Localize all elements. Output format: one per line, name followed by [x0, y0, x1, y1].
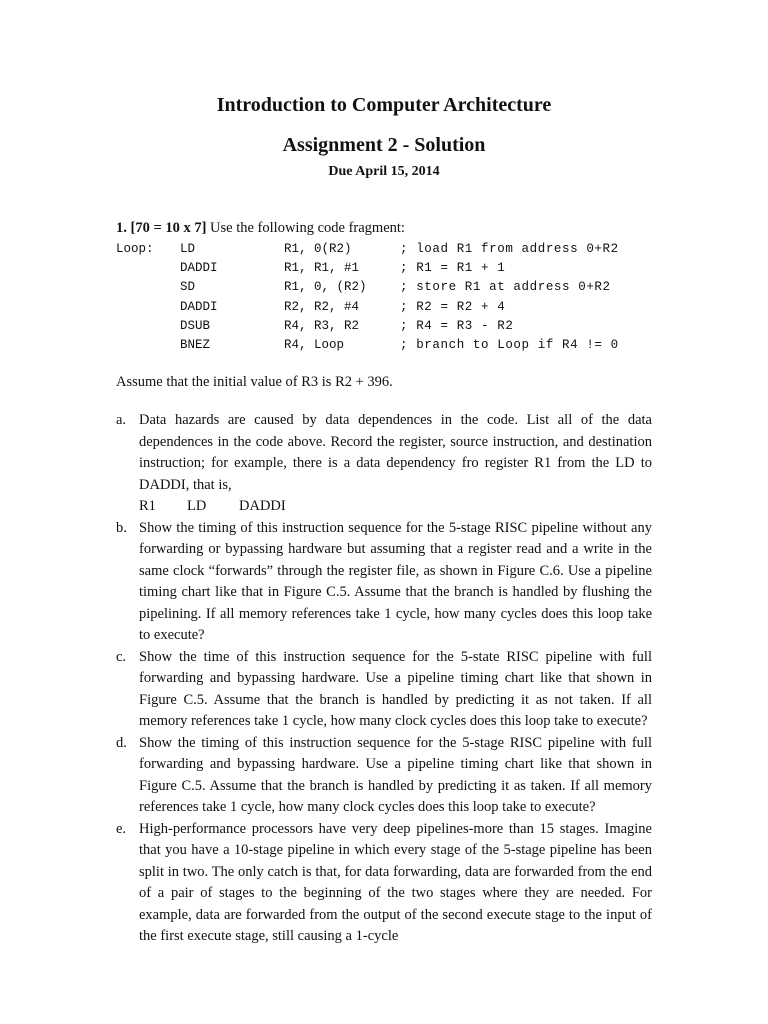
- part-label: a.: [116, 412, 127, 428]
- code-opcode: DADDI: [180, 299, 218, 314]
- part-text: Show the time of this instruction sequence for the 5-state RISC pipeline with full forwarding and bypassing hardware. Use a pipeline timing chart like that shown in Figure C.5. Assume that the branch is handled by predicting it as not taken. If all memory references take 1 cycle, how many clock cycles does this loop take to execute?: [139, 648, 652, 729]
- code-comment: ; R1 = R1 + 1: [400, 261, 506, 276]
- part-text: Show the timing of this instruction sequence for the 5-stage RISC pipeline with full forwarding and bypassing hardware. Use a pipeline timing chart like that shown in Figure C.5. Assume that the branch is handled by predicting it as taken. If all memory references take 1 cycle, how many clock cycles does this loop take to execute?: [139, 734, 652, 815]
- question-1-points: 1. [70 = 10 x 7]: [116, 220, 207, 236]
- dependency-destination: DADDI: [239, 498, 286, 514]
- code-operands: R1, 0(R2): [284, 242, 352, 256]
- code-comment: ; R2 = R2 + 4: [400, 299, 506, 314]
- code-operands: R1, 0, (R2): [284, 280, 367, 295]
- course-title: Introduction to Computer Architecture: [216, 94, 552, 116]
- code-label: Loop:: [116, 242, 154, 256]
- assumption-text: Assume that the initial value of R3 is R2 + 396.: [116, 374, 393, 390]
- due-date: Due April 15, 2014: [328, 164, 440, 179]
- code-operands: R4, Loop: [284, 337, 345, 352]
- code-line: [116, 240, 676, 259]
- question-1-prompt: Use the following code fragment:: [206, 220, 405, 236]
- part-text: High-performance processors have very deep pipelines-more than 15 stages. Imagine that you have a 10-stage pipeline in which every stage of the 5-stage pipeline has been split in two. The only catch is that, for data forwarding, data are forwarded from the end of a pair of stages to the beginning of the two stages where they are needed. For example, data are forwarded from the output of the second execute stage to the input of the first execute stage, still causing a 1-cycle: [139, 820, 652, 944]
- code-comment: ; load R1 from address 0+R2: [400, 242, 619, 256]
- code-line: [116, 317, 676, 336]
- assignment-title: Assignment 2 - Solution: [282, 134, 486, 156]
- code-opcode: DADDI: [180, 261, 218, 276]
- code-opcode: DSUB: [180, 318, 211, 333]
- code-operands: R2, R2, #4: [284, 299, 360, 314]
- question-parts-list: [116, 410, 652, 948]
- code-line: [116, 336, 676, 355]
- code-operands: R4, R3, R2: [284, 318, 360, 333]
- part-label: e.: [116, 820, 127, 837]
- part-label: d.: [116, 734, 127, 751]
- code-opcode: BNEZ: [180, 337, 211, 352]
- question-part-e: [116, 819, 652, 948]
- code-comment: ; branch to Loop if R4 != 0: [400, 337, 619, 352]
- code-opcode: LD: [180, 242, 196, 256]
- code-comment: ; R4 = R3 - R2: [400, 318, 514, 333]
- part-label: c.: [116, 648, 127, 665]
- dependency-register: R1: [139, 498, 156, 514]
- part-label: b.: [116, 519, 127, 536]
- example-dependency: [139, 496, 652, 518]
- code-line: [116, 298, 676, 317]
- part-text: Data hazards are caused by data dependences in the code. List all of the data dependences in the code above. Record the register, source instruction, and destination instruction; for example, there is a data dependency fro register R1 from the LD to DADDI, that is,: [139, 412, 652, 493]
- code-line: [116, 278, 676, 297]
- code-opcode: SD: [180, 280, 196, 295]
- part-text: Show the timing of this instruction sequence for the 5-stage RISC pipeline without any forwarding or bypassing hardware but assuming that a register read and a write in the same clock “forwards” through the register file, as shown in Figure C.6. Use a pipeline timing chart like that in Figure C.5. Assume that the branch is handled by flushing the pipelining. If all memory references take 1 cycle, how many cycles does this loop take to execute?: [139, 519, 652, 643]
- question-part-b: [116, 518, 652, 647]
- question-part-d: [116, 733, 652, 819]
- dependency-source: LD: [187, 498, 207, 514]
- code-line: [116, 259, 676, 278]
- question-part-a: [116, 410, 652, 518]
- code-comment: ; store R1 at address 0+R2: [400, 280, 611, 295]
- code-fragment: [116, 240, 676, 355]
- question-1-heading: [116, 220, 405, 237]
- code-operands: R1, R1, #1: [284, 261, 360, 276]
- question-part-c: [116, 647, 652, 733]
